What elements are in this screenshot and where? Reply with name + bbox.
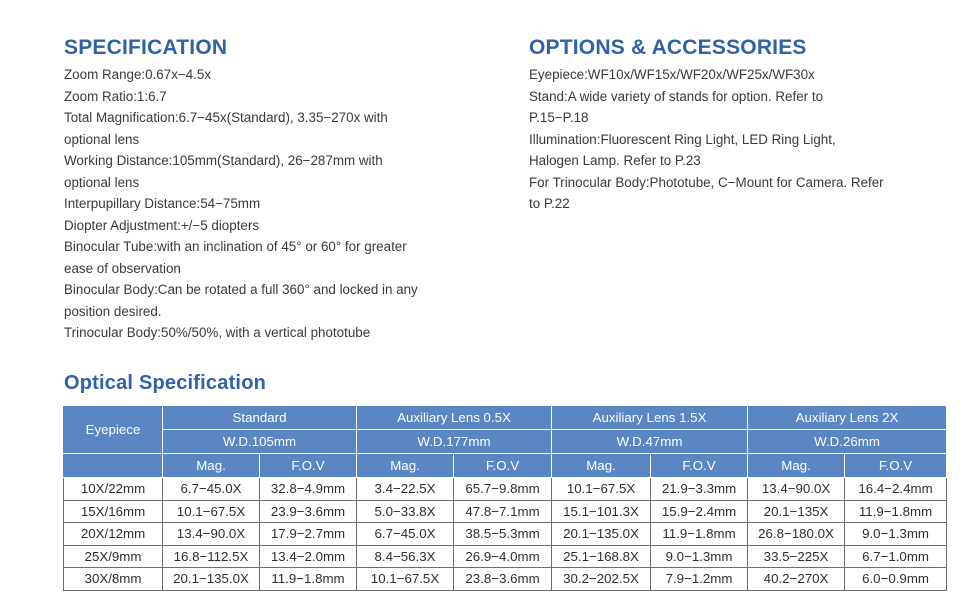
table-cell: 23.8−3.6mm bbox=[454, 568, 552, 591]
table-cell: 3.4−22.5X bbox=[357, 478, 454, 501]
table-cell: 6.7−1.0mm bbox=[845, 545, 947, 568]
table-cell: 21.9−3.3mm bbox=[651, 478, 748, 501]
option-line: For Trinocular Body:Phototube, C−Mount for Camera. Refer bbox=[529, 174, 884, 190]
table-cell: 15.9−2.4mm bbox=[651, 500, 748, 523]
table-cell: 16.4−2.4mm bbox=[845, 478, 947, 501]
fov-header: F.O.V bbox=[454, 454, 552, 478]
table-cell: 20.1−135.0X bbox=[552, 523, 651, 546]
table-cell: 33.5−225X bbox=[748, 545, 845, 568]
table-cell: 7.9−1.2mm bbox=[651, 568, 748, 591]
option-line: to P.22 bbox=[529, 196, 570, 211]
table-cell: 6.0−0.9mm bbox=[845, 568, 947, 591]
eyepiece-cell: 10X/22mm bbox=[64, 478, 163, 501]
table-cell: 16.8−112.5X bbox=[163, 545, 260, 568]
spec-line: Zoom Ratio:1:6.7 bbox=[64, 88, 167, 104]
table-cell: 23.9−3.6mm bbox=[260, 500, 357, 523]
table-cell: 11.9−1.8mm bbox=[651, 523, 748, 546]
mag-header: Mag. bbox=[748, 454, 845, 478]
table-cell: 47.8−7.1mm bbox=[454, 500, 552, 523]
spec-line: Interpupillary Distance:54−75mm bbox=[64, 196, 261, 211]
option-line: Eyepiece:WF10x/WF15x/WF20x/WF25x/WF30x bbox=[529, 67, 815, 82]
specification-list bbox=[64, 64, 494, 344]
table-cell: 9.0−1.3mm bbox=[845, 523, 947, 546]
spec-line: Working Distance:105mm(Standard), 26−287mm with bbox=[64, 153, 383, 168]
eyepiece-cell: 20X/12mm bbox=[64, 523, 163, 546]
table-row bbox=[64, 545, 947, 568]
option-line: Stand:A wide variety of stands for option. Refer to bbox=[529, 88, 824, 104]
spec-line: Total Magnification:6.7−45x(Standard), 3.35−270x with bbox=[64, 110, 388, 125]
table-cell: 32.8−4.9mm bbox=[260, 478, 357, 501]
table-cell: 20.1−135.0X bbox=[163, 568, 260, 591]
group-header-standard: Standard bbox=[163, 406, 357, 430]
table-cell: 26.8−180.0X bbox=[748, 523, 845, 546]
mag-header: Mag. bbox=[163, 454, 260, 478]
spec-line: Diopter Adjustment:+/−5 diopters bbox=[64, 217, 260, 233]
option-line: Illumination:Fluorescent Ring Light, LED Ring Light, bbox=[529, 131, 836, 147]
table-cell: 40.2−270X bbox=[748, 568, 845, 591]
fov-header: F.O.V bbox=[651, 454, 748, 478]
eyepiece-cell: 30X/8mm bbox=[64, 568, 163, 591]
table-cell: 38.5−5.3mm bbox=[454, 523, 552, 546]
table-cell: 9.0−1.3mm bbox=[651, 545, 748, 568]
table-cell: 5.0−33.8X bbox=[357, 500, 454, 523]
specification-heading: SPECIFICATION bbox=[64, 36, 228, 59]
table-row bbox=[64, 478, 947, 501]
table-cell: 10.1−67.5X bbox=[357, 568, 454, 591]
table-row bbox=[64, 568, 947, 591]
table-cell: 17.9−2.7mm bbox=[260, 523, 357, 546]
table-cell: 20.1−135X bbox=[748, 500, 845, 523]
spec-line: position desired. bbox=[64, 303, 162, 319]
table-cell: 25.1−168.8X bbox=[552, 545, 651, 568]
mag-header: Mag. bbox=[357, 454, 454, 478]
table-row bbox=[64, 500, 947, 523]
wd-header-standard: W.D.105mm bbox=[163, 430, 357, 454]
table-cell: 8.4−56.3X bbox=[357, 545, 454, 568]
table-cell: 6.7−45.0X bbox=[357, 523, 454, 546]
table-cell: 13.4−2.0mm bbox=[260, 545, 357, 568]
table-cell: 15.1−101.3X bbox=[552, 500, 651, 523]
spec-line: Trinocular Body:50%/50%, with a vertical phototube bbox=[64, 325, 371, 340]
option-line: P.15−P.18 bbox=[529, 110, 589, 125]
spec-line: optional lens bbox=[64, 174, 140, 190]
optical-specification-table bbox=[63, 405, 947, 591]
table-row bbox=[64, 523, 947, 546]
wd-header-aux-1-5x: W.D.47mm bbox=[552, 430, 748, 454]
group-header-aux-2x: Auxiliary Lens 2X bbox=[748, 406, 947, 430]
mag-header: Mag. bbox=[552, 454, 651, 478]
optical-specification-heading: Optical Specification bbox=[64, 372, 267, 394]
table-cell: 11.9−1.8mm bbox=[845, 500, 947, 523]
spec-line: optional lens bbox=[64, 131, 140, 147]
wd-header-aux-0-5x: W.D.177mm bbox=[357, 430, 552, 454]
fov-header: F.O.V bbox=[845, 454, 947, 478]
group-header-aux-1-5x: Auxiliary Lens 1.5X bbox=[552, 406, 748, 430]
spec-line: ease of observation bbox=[64, 260, 181, 276]
options-list bbox=[529, 64, 959, 215]
spec-line: Binocular Body:Can be rotated a full 360° and locked in any bbox=[64, 282, 418, 297]
table-cell: 26.9−4.0mm bbox=[454, 545, 552, 568]
table-cell: 30.2−202.5X bbox=[552, 568, 651, 591]
eyepiece-header-spacer bbox=[64, 454, 163, 478]
wd-header-aux-2x: W.D.26mm bbox=[748, 430, 947, 454]
eyepiece-cell: 25X/9mm bbox=[64, 545, 163, 568]
table-cell: 13.4−90.0X bbox=[748, 478, 845, 501]
table-cell: 13.4−90.0X bbox=[163, 523, 260, 546]
table-cell: 10.1−67.5X bbox=[163, 500, 260, 523]
table-cell: 65.7−9.8mm bbox=[454, 478, 552, 501]
option-line: Halogen Lamp. Refer to P.23 bbox=[529, 153, 701, 168]
spec-line: Binocular Tube:with an inclination of 45° or 60° for greater bbox=[64, 239, 407, 254]
eyepiece-header: Eyepiece bbox=[64, 406, 163, 454]
table-cell: 10.1−67.5X bbox=[552, 478, 651, 501]
eyepiece-cell: 15X/16mm bbox=[64, 500, 163, 523]
fov-header: F.O.V bbox=[260, 454, 357, 478]
spec-line: Zoom Range:0.67x−4.5x bbox=[64, 67, 212, 82]
table-cell: 6.7−45.0X bbox=[163, 478, 260, 501]
table-cell: 11.9−1.8mm bbox=[260, 568, 357, 591]
options-heading: OPTIONS & ACCESSORIES bbox=[529, 36, 807, 59]
group-header-aux-0-5x: Auxiliary Lens 0.5X bbox=[357, 406, 552, 430]
